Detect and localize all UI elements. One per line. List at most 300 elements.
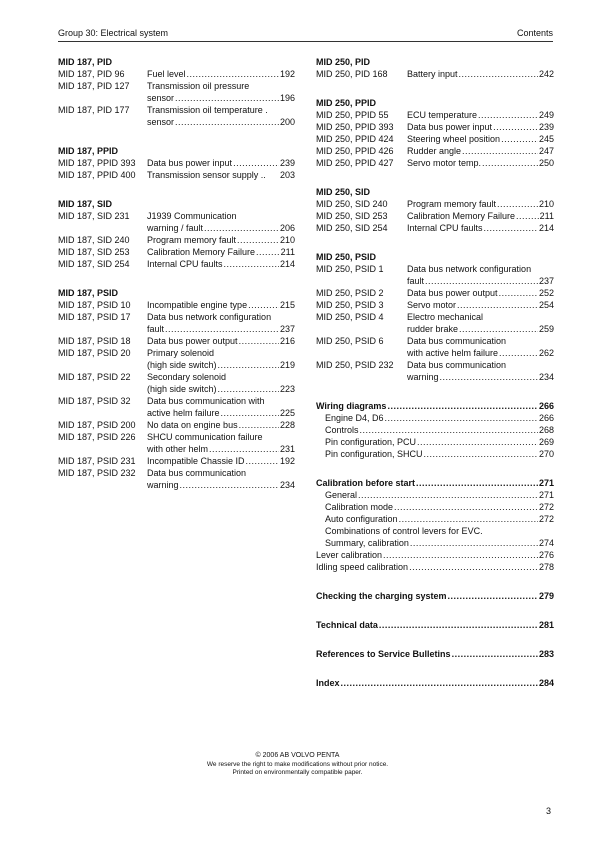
toc-chapters (316, 400, 554, 689)
description-line (147, 92, 295, 104)
dot-leader (218, 383, 279, 395)
entry-description (407, 121, 554, 133)
entry-description (407, 68, 554, 80)
toc-entry (316, 109, 554, 121)
entry-text: Battery input (407, 69, 458, 79)
entry-page: 259 (538, 324, 554, 334)
toc-entry (58, 419, 295, 431)
chapter-entry-page: 272 (538, 514, 554, 524)
chapter-entry-text: Controls (325, 425, 359, 435)
chapter-entry (316, 448, 554, 460)
entry-description (147, 104, 295, 128)
entry-description (407, 263, 554, 287)
entry-text: Fuel level (147, 69, 186, 79)
entry-page: 249 (538, 110, 554, 120)
toc-left-column (58, 56, 295, 508)
entry-text: (high side switch) (147, 360, 217, 370)
description-line (407, 287, 554, 299)
toc-entry (58, 431, 295, 455)
entry-text: Data bus power input (147, 158, 233, 168)
page-number: 3 (545, 806, 551, 816)
entry-description (407, 198, 554, 210)
toc-entry (316, 210, 554, 222)
entry-text: No data on engine bus (147, 420, 238, 430)
entry-description (407, 299, 554, 311)
entry-page: 231 (279, 444, 295, 454)
entry-code: MID 187, PSID 10 (58, 300, 131, 310)
entry-page: 223 (279, 384, 295, 394)
entry-code: MID 187, PID 177 (58, 105, 130, 115)
chapter-entry-page: 271 (538, 490, 554, 500)
toc-entry (58, 246, 295, 258)
description-line (147, 323, 295, 335)
entry-text: Internal CPU faults (147, 259, 223, 269)
entry-code: MID 187, PPID 400 (58, 170, 136, 180)
entry-page: 237 (279, 324, 295, 334)
entry-code: MID 187, PSID 200 (58, 420, 136, 430)
dot-leader (239, 419, 279, 431)
entry-description (147, 80, 295, 104)
chapter-entry-text: Technical data (316, 620, 378, 630)
entry-text: Incompatible engine type (147, 300, 248, 310)
entry-description (147, 68, 295, 80)
description-line (147, 419, 295, 431)
dot-leader (416, 477, 538, 489)
dot-leader (256, 246, 280, 258)
entry-description (407, 133, 554, 145)
entry-page: 210 (538, 199, 554, 209)
dot-leader (410, 537, 538, 549)
toc-section (316, 56, 554, 80)
description-line (147, 431, 295, 443)
entry-text: Rudder angle (407, 146, 462, 156)
chapter-group (316, 619, 554, 631)
dot-leader (457, 299, 538, 311)
entry-code: MID 187, PSID 20 (58, 348, 131, 358)
chapter-entry-text: Lever calibration (316, 550, 383, 560)
chapter-entry-text: References to Service Bulletins (316, 649, 451, 659)
chapter-entry-page: 268 (538, 425, 554, 435)
dot-leader (462, 145, 538, 157)
entry-text: sensor (147, 117, 175, 127)
toc-entry (58, 467, 295, 491)
chapter-entry (316, 537, 554, 549)
entry-page: 192 (279, 69, 295, 79)
chapter-entry (316, 400, 554, 412)
toc-entry (58, 258, 295, 270)
dot-leader (204, 222, 279, 234)
entry-description (147, 210, 295, 234)
toc-entry (316, 68, 554, 80)
entry-code: MID 187, SID 240 (58, 235, 130, 245)
chapter-group (316, 400, 554, 460)
toc-entry (58, 68, 295, 80)
chapter-group (316, 590, 554, 602)
entry-description (147, 395, 295, 419)
entry-description (147, 347, 295, 371)
entry-code: MID 187, PSID 231 (58, 456, 136, 466)
chapter-entry (316, 501, 554, 513)
entry-description (147, 467, 295, 491)
entry-page: 216 (279, 336, 295, 346)
description-line (407, 133, 554, 145)
toc-entry (316, 359, 554, 383)
chapter-entry-page: 270 (538, 449, 554, 459)
chapter-entry-text: Calibration mode (325, 502, 394, 512)
entry-code: MID 187, PID 96 (58, 69, 125, 79)
entry-text: Primary solenoid (147, 348, 215, 358)
entry-code: MID 250, PPID 426 (316, 146, 394, 156)
entry-text: warning / fault (147, 223, 204, 233)
entry-page: 252 (538, 288, 554, 298)
chapter-entry (316, 424, 554, 436)
dot-leader (248, 299, 279, 311)
entry-text: sensor (147, 93, 175, 103)
entry-text: Servo motor (407, 300, 457, 310)
chapter-entry-text: Idling speed calibration (316, 562, 409, 572)
chapter-entry-text: Summary, calibration (325, 538, 409, 548)
toc-entry (58, 371, 295, 395)
chapter-entry-text: Pin configuration, PCU (325, 437, 417, 447)
description-line (147, 169, 295, 181)
chapter-entry-text: Checking the charging system (316, 591, 447, 601)
dot-leader (424, 448, 538, 460)
entry-text: Data bus network configuration (407, 264, 532, 274)
chapter-entry-page: 269 (538, 437, 554, 447)
description-line (407, 323, 554, 335)
dot-leader (499, 287, 538, 299)
section-title: MID 187, SID (58, 199, 113, 209)
toc-entry (316, 121, 554, 133)
chapter-entry-text: Combinations of control levers for EVC. (325, 526, 483, 536)
description-line (407, 347, 554, 359)
entry-code: MID 187, SID 253 (58, 247, 130, 257)
dot-leader (409, 561, 538, 573)
description-line (147, 383, 295, 395)
toc-entry (58, 311, 295, 335)
entry-code: MID 187, PSID 232 (58, 468, 136, 478)
entry-text: Transmission oil pressure (147, 81, 250, 91)
description-line (407, 145, 554, 157)
dot-leader (387, 400, 538, 412)
entry-description (407, 145, 554, 157)
entry-text: Internal CPU faults (407, 223, 483, 233)
entry-description (147, 371, 295, 395)
chapter-entry-page: 279 (538, 591, 554, 601)
dot-leader (383, 549, 538, 561)
description-line (147, 80, 295, 92)
entry-description (147, 419, 295, 431)
dot-leader (180, 479, 279, 491)
toc-entry (58, 234, 295, 246)
entry-code: MID 187, PID 127 (58, 81, 130, 91)
toc-section (316, 186, 554, 234)
section-title: MID 250, PID (316, 57, 371, 67)
description-line (407, 359, 554, 371)
entry-page: 234 (538, 372, 554, 382)
entry-text: Secondary solenoid (147, 372, 227, 382)
entry-text: warning (407, 372, 439, 382)
dot-leader (497, 198, 538, 210)
description-line (147, 258, 295, 270)
entry-text: Steering wheel position (407, 134, 501, 144)
entry-text: warning (147, 480, 179, 490)
section-title: MID 187, PID (58, 57, 113, 67)
description-line (147, 455, 295, 467)
toc-entry (316, 287, 554, 299)
entry-code: MID 250, PPID 393 (316, 122, 394, 132)
header-divider (58, 41, 553, 42)
entry-page: 192 (279, 456, 295, 466)
entry-page: 245 (538, 134, 554, 144)
entry-description (407, 222, 554, 234)
entry-code: MID 250, PSID 232 (316, 360, 394, 370)
entry-text: ECU temperature (407, 110, 478, 120)
chapter-entry (316, 513, 554, 525)
chapter-entry-page: 278 (538, 562, 554, 572)
description-line (407, 157, 554, 169)
description-line (147, 222, 295, 234)
entry-description (407, 335, 554, 359)
chapter-entry (316, 436, 554, 448)
entry-description (147, 299, 295, 311)
description-line (147, 234, 295, 246)
chapter-entry (316, 648, 554, 660)
toc-section (316, 251, 554, 383)
entry-text: Transmission oil temperature . (147, 105, 268, 115)
entry-text: Data bus communication (407, 360, 507, 370)
section-title: MID 250, PPID (316, 98, 377, 108)
dot-leader (499, 347, 538, 359)
dot-leader (218, 359, 279, 371)
chapter-entry-text: Index (316, 678, 340, 688)
chapter-entry-text: General (325, 490, 358, 500)
entry-text: Servo motor temp. (407, 158, 482, 168)
entry-text: Data bus communication with (147, 396, 265, 406)
entry-code: MID 187, PSID 17 (58, 312, 131, 322)
entry-code: MID 250, PSID 1 (316, 264, 384, 274)
description-line (407, 371, 554, 383)
dot-leader (209, 443, 279, 455)
dot-leader (440, 371, 538, 383)
description-line (147, 246, 295, 258)
dot-leader (237, 234, 279, 246)
section-title: MID 187, PPID (58, 146, 119, 156)
entry-code: MID 250, PSID 2 (316, 288, 384, 298)
entry-code: MID 187, PSID 226 (58, 432, 136, 442)
description-line (407, 68, 554, 80)
entry-page: 200 (279, 117, 295, 127)
toc-entry (58, 395, 295, 419)
entry-description (407, 287, 554, 299)
chapter-entry-page: 284 (538, 678, 554, 688)
toc-entry (58, 80, 295, 104)
dot-leader (501, 133, 538, 145)
entry-text: SHCU communication failure (147, 432, 263, 442)
description-line (147, 68, 295, 80)
entry-text: with other helm (147, 444, 209, 454)
toc-section (58, 198, 295, 270)
toc-entry (58, 104, 295, 128)
entry-code: MID 250, SID 254 (316, 223, 388, 233)
entry-description (147, 157, 295, 169)
entry-page: 250 (538, 158, 554, 168)
entry-text: Data bus communication (147, 468, 247, 478)
description-line (407, 335, 554, 347)
entry-code: MID 250, SID 240 (316, 199, 388, 209)
chapter-group (316, 648, 554, 660)
dot-leader (459, 323, 538, 335)
toc-entry (316, 157, 554, 169)
entry-page: 211 (280, 247, 295, 257)
chapter-entry-page: 266 (538, 401, 554, 411)
chapter-entry-page: 272 (538, 502, 554, 512)
entry-code: MID 187, PPID 393 (58, 158, 136, 168)
entry-code: MID 187, PSID 18 (58, 336, 131, 346)
entry-text: active helm failure (147, 408, 220, 418)
entry-code: MID 250, SID 253 (316, 211, 388, 221)
dot-leader (385, 412, 538, 424)
entry-description (147, 311, 295, 335)
toc-entry (316, 133, 554, 145)
chapter-entry-text: Pin configuration, SHCU (325, 449, 423, 459)
dot-leader (341, 677, 538, 689)
toc-entry (316, 145, 554, 157)
entry-text: Transmission sensor supply .. (147, 170, 266, 180)
chapter-entry (316, 619, 554, 631)
entry-code: MID 187, SID 231 (58, 211, 130, 221)
entry-page: 210 (279, 235, 295, 245)
entry-text: rudder brake (407, 324, 459, 334)
entry-page: 239 (538, 122, 554, 132)
entry-page: 215 (279, 300, 295, 310)
entry-text: Data bus communication (407, 336, 507, 346)
chapter-entry-text: Wiring diagrams (316, 401, 387, 411)
toc-section (58, 287, 295, 491)
entry-page: 211 (539, 211, 554, 221)
chapter-entry-page: 281 (538, 620, 554, 630)
entry-text: Incompatible Chassie ID (147, 456, 245, 466)
entry-text: Calibration Memory Failure (147, 247, 256, 257)
entry-page: 219 (279, 360, 295, 370)
entry-code: MID 250, PPID 424 (316, 134, 394, 144)
dot-leader (221, 407, 279, 419)
description-line (147, 407, 295, 419)
entry-text: Program memory fault (147, 235, 237, 245)
entry-text: Data bus network configuration (147, 312, 272, 322)
entry-description (147, 335, 295, 347)
dot-leader (399, 513, 538, 525)
entry-page: 247 (538, 146, 554, 156)
description-line (147, 311, 295, 323)
dot-leader (233, 157, 279, 169)
toc-entry (58, 157, 295, 169)
chapter-entry-page: 283 (538, 649, 554, 659)
dot-leader (394, 501, 538, 513)
chapter-entry-page: 276 (538, 550, 554, 560)
entry-text: J1939 Communication (147, 211, 237, 221)
description-line (407, 263, 554, 275)
entry-description (407, 157, 554, 169)
dot-leader (417, 436, 538, 448)
dot-leader (165, 323, 279, 335)
description-line (407, 109, 554, 121)
dot-leader (478, 109, 538, 121)
entry-text: Data bus power output (147, 336, 238, 346)
toc-right-column (316, 56, 554, 706)
toc-entry (58, 169, 295, 181)
description-line (147, 371, 295, 383)
footer-rights: We reserve the right to make modifications without prior notice. (206, 760, 389, 768)
entry-text: Data bus power output (407, 288, 498, 298)
dot-leader (239, 335, 279, 347)
entry-description (147, 455, 295, 467)
chapter-entry (316, 489, 554, 501)
toc-section (58, 56, 295, 128)
chapter-entry (316, 561, 554, 573)
description-line (407, 311, 554, 323)
toc-entry (316, 263, 554, 287)
dot-leader (360, 424, 538, 436)
chapter-entry-text: Engine D4, D6 (325, 413, 384, 423)
section-title: MID 250, SID (316, 187, 371, 197)
entry-page: 242 (538, 69, 554, 79)
toc-entry (58, 335, 295, 347)
entry-page: 262 (538, 348, 554, 358)
description-line (147, 116, 295, 128)
chapter-entry (316, 412, 554, 424)
entry-text: fault (147, 324, 165, 334)
entry-page: 225 (279, 408, 295, 418)
entry-page: 237 (538, 276, 554, 286)
toc-entry (316, 299, 554, 311)
toc-entry (316, 222, 554, 234)
running-header-section: Contents (516, 28, 553, 38)
entry-text: fault (407, 276, 425, 286)
chapter-entry (316, 590, 554, 602)
description-line (147, 467, 295, 479)
chapter-group (316, 677, 554, 689)
entry-text: Program memory fault (407, 199, 497, 209)
chapter-entry-line (316, 525, 554, 537)
toc-entry (316, 335, 554, 359)
entry-description (407, 210, 554, 222)
entry-code: MID 250, PPID 427 (316, 158, 394, 168)
description-line (147, 395, 295, 407)
toc-entry (58, 347, 295, 371)
description-line (147, 299, 295, 311)
dot-leader (175, 92, 279, 104)
entry-text: Calibration Memory Failure (407, 211, 516, 221)
toc-section (58, 145, 295, 181)
description-line (407, 222, 554, 234)
entry-description (147, 246, 295, 258)
entry-description (407, 311, 554, 335)
entry-code: MID 250, PPID 55 (316, 110, 389, 120)
toc-entry (58, 299, 295, 311)
entry-page: 206 (279, 223, 295, 233)
entry-text: Electro mechanical (407, 312, 484, 322)
description-line (147, 359, 295, 371)
description-line (147, 335, 295, 347)
dot-leader (246, 455, 279, 467)
entry-page: 239 (279, 158, 295, 168)
footer-paper: Printed on environmentally compatible paper. (232, 769, 363, 776)
entry-page: 214 (279, 259, 295, 269)
toc-entry (316, 311, 554, 335)
chapter-entry (316, 677, 554, 689)
section-title: MID 187, PSID (58, 288, 119, 298)
